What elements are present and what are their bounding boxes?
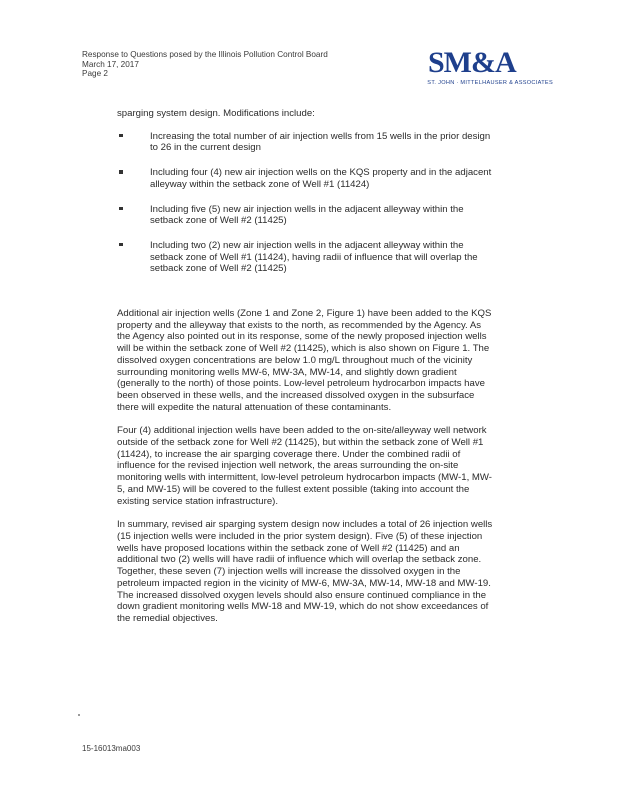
modification-list [117, 131, 497, 275]
list-item [117, 204, 497, 227]
bullet-icon [119, 170, 123, 174]
paragraph: Four (4) additional injection wells have been added to the on-site/alleyway well network outside of the setback zone for Well #2 (11425), but within the setback zone of Well #1 (11424), to increase the air sparging coverage there. Under the combined radii of influence for the revised injection well network, the areas surrounding the on-site monitoring wells with intermittent, low-level petroleum hydrocarbon impacts (MW-1, MW-5, and MW-15) will be covered to the fullest extent possible (taking into account the existing service station infrastructure). [117, 425, 492, 507]
list-item-text: Including two (2) new air injection wells in the adjacent alleyway within the setback zone of Well #1 (11424), having radii of influence that will overlap the setback zone of Well #2 (11425) [150, 239, 478, 275]
paragraph: In summary, revised air sparging system design now includes a total of 26 injection wells (15 injection wells were included in the prior system design). Five (5) of these injection wells have proposed locations within the setback zone of Well #2 (11425) and an additional two (2) wells will have radii of influence which will overlap the setback zone. Together, these seven (7) injection wells will increase the dissolved oxygen in the petroleum impacted region in the vicinity of MW-6, MW-3A, MW-14, MW-18 and MW-19. The increased dissolved oxygen levels should also ensure continued compliance in the down gradient monitoring wells MW-18 and MW-19, which do not show exceedances of the remedial objectives. [117, 519, 493, 624]
header-title: Response to Questions posed by the Illinois Pollution Control Board [82, 50, 328, 59]
list-item [117, 131, 497, 154]
scan-speck [78, 714, 80, 716]
bullet-icon [119, 207, 123, 211]
list-item [117, 167, 497, 190]
company-logo [388, 48, 553, 90]
logo-subtitle: ST. JOHN · MITTELHAUSER & ASSOCIATES [427, 80, 553, 86]
list-item-text: Including four (4) new air injection wells on the KQS property and in the adjacent alleyway within the setback zone of Well #1 (11424) [150, 167, 492, 190]
logo-mark: SM&A [428, 46, 516, 79]
header-date: March 17, 2017 [82, 59, 139, 69]
intro-line: sparging system design. Modifications include: [117, 108, 315, 119]
bullet-icon [119, 243, 123, 247]
list-item-text: Increasing the total number of air injection wells from 15 wells in the prior design to 26 in the current design [150, 130, 491, 154]
letter-body [117, 108, 497, 637]
header-page-number: Page 2 [82, 69, 108, 79]
running-header [82, 50, 328, 79]
document-id: 15-16013ma003 [82, 744, 141, 753]
paragraph: Additional air injection wells (Zone 1 and Zone 2, Figure 1) have been added to the KQS property and the alleyway that exists to the north, as recommended by the Agency. As the Agency also pointed out in its response, some of the newly proposed injection wells will be within the setback zone of Well #2 (11425), which is also shown on Figure 1. The dissolved oxygen concentrations are below 1.0 mg/L throughout much of the vicinity surrounding monitoring wells MW-6, MW-3A, MW-14, and slightly down gradient (generally to the north) of those points. Low-level petroleum hydrocarbon impacts have been observed in these wells, and the increased dissolved oxygen in the subsurface there will expedite the natural attenuation of these contaminants. [117, 308, 492, 413]
list-item-text: Including five (5) new air injection wells in the adjacent alleyway within the setback zone of Well #2 (11425) [150, 203, 464, 227]
bullet-icon [119, 134, 123, 138]
list-item [117, 240, 497, 275]
